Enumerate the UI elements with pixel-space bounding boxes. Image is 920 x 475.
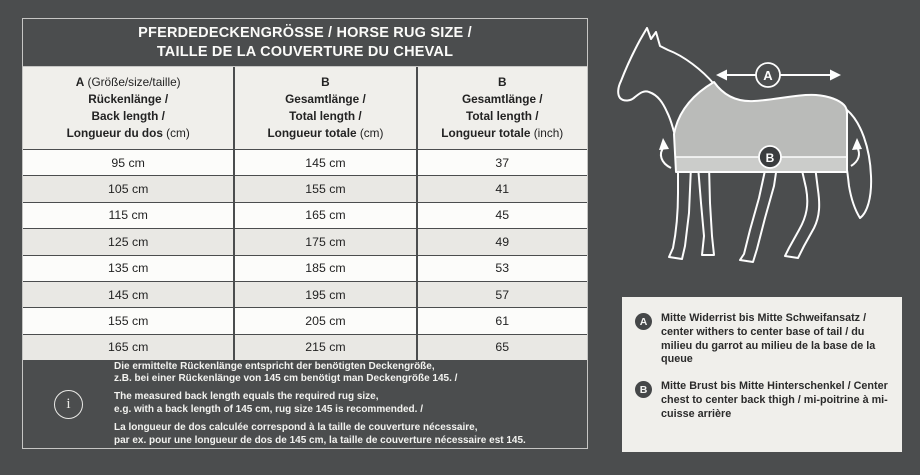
cell-total-inch: 49	[416, 229, 587, 254]
cell-back-cm: 145 cm	[108, 287, 149, 302]
table-row	[23, 334, 587, 360]
header-back-length: A (Größe/size/taille) Rückenlänge / Back length / Longueur du dos (cm)	[66, 75, 190, 140]
header-total-length-inch: B Gesamtlänge / Total length / Longueur totale (inch)	[416, 67, 587, 149]
table-row	[23, 281, 587, 307]
note-english: The measured back length equals the required rug size, e.g. with a back length of 145 cm, rug size 145 is recommended. /	[114, 391, 423, 416]
cell-total-inch: 53	[416, 256, 587, 281]
cell-total-inch: 61	[416, 308, 587, 333]
cell-total-inch: 65	[416, 335, 587, 360]
cell-total-inch: 45	[416, 203, 587, 228]
note-french: La longueur de dos calculée correspond à la taille de couverture nécessaire, par ex. pour une longueur de dos de 145 cm, la taille de couverture nécessaire est 145.	[114, 421, 526, 446]
cell-total-cm: 165 cm	[233, 203, 415, 228]
cell-total-cm: 155 cm	[233, 176, 415, 201]
legend-badge-a: A	[635, 313, 652, 330]
chart-title-line2: TAILLE DE LA COUVERTURE DU CHEVAL	[156, 43, 454, 60]
cell-back-cm: 125 cm	[108, 234, 149, 249]
table-row	[23, 175, 587, 201]
table-row	[23, 255, 587, 281]
cell-total-cm: 205 cm	[233, 308, 415, 333]
legend-text-b: Mitte Brust bis Mitte Hinterschenkel / Center chest to center back thigh / mi-poitrine à mi-cuisse arrière	[661, 380, 888, 420]
cell-total-cm: 215 cm	[233, 335, 415, 360]
legend-panel	[622, 297, 902, 452]
legend-item-b	[635, 380, 890, 421]
horse-diagram	[608, 8, 910, 290]
chart-title-line1: PFERDEDECKENGRÖSSE / HORSE RUG SIZE /	[138, 24, 472, 41]
cell-back-cm: 155 cm	[108, 314, 149, 329]
horse-tail	[847, 110, 871, 218]
legend-item-a	[635, 312, 890, 367]
size-chart-panel	[22, 18, 588, 449]
cell-total-cm: 145 cm	[233, 150, 415, 175]
chart-title	[23, 19, 587, 67]
table-row	[23, 307, 587, 333]
horse-legs	[669, 166, 819, 262]
cell-back-cm: 135 cm	[108, 261, 149, 276]
cell-total-cm: 175 cm	[233, 229, 415, 254]
cell-total-inch: 37	[416, 150, 587, 175]
table-header	[23, 67, 587, 149]
cell-back-cm: 165 cm	[108, 340, 149, 355]
header-total-length-cm: B Gesamtlänge / Total length / Longueur totale (cm)	[233, 67, 415, 149]
table-row	[23, 202, 587, 228]
cell-total-cm: 195 cm	[233, 282, 415, 307]
info-note	[23, 360, 587, 448]
table-row	[23, 149, 587, 175]
legend-badge-b: B	[635, 381, 652, 398]
info-icon: i	[54, 390, 83, 419]
cell-back-cm: 95 cm	[111, 155, 145, 170]
legend-text-a: Mitte Widerrist bis Mitte Schweifansatz / center withers to center base of tail / du milieu du garrot au milieu de la base de la queue	[661, 312, 876, 366]
cell-total-inch: 41	[416, 176, 587, 201]
marker-b-label: B	[765, 151, 775, 165]
info-icon-column	[23, 390, 114, 419]
table-row	[23, 228, 587, 254]
marker-a-label: A	[763, 68, 773, 83]
horse-illustration	[608, 8, 910, 290]
cell-total-inch: 57	[416, 282, 587, 307]
cell-back-cm: 105 cm	[108, 182, 149, 197]
note-german: Die ermittelte Rückenlänge entspricht der benötigten Deckengröße, z.B. bei einer Rückenlänge von 145 cm benötigt man Deckengröße 145. /	[114, 360, 458, 385]
cell-total-cm: 185 cm	[233, 256, 415, 281]
info-note-text	[114, 361, 587, 448]
cell-back-cm: 115 cm	[108, 208, 148, 223]
